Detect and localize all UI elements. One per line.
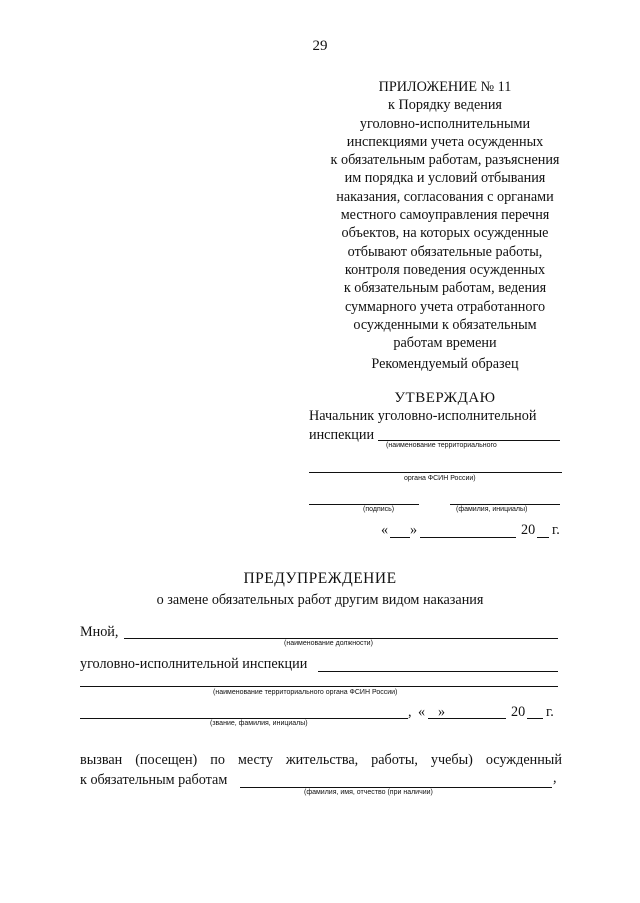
summoned-word: работы, xyxy=(371,752,418,768)
summoned-word: осужденный xyxy=(485,752,562,768)
approval-year-prefix: 20 xyxy=(521,522,536,538)
summoned-word: месту xyxy=(237,752,273,768)
officer-rank-name-field[interactable] xyxy=(80,718,408,719)
recommended-sample-label: Рекомендуемый образец xyxy=(371,356,519,372)
appendix-line: к обязательным работам, разъяснения xyxy=(330,152,560,169)
appendix-line: к обязательным работам, ведения xyxy=(343,280,547,297)
appendix-heading xyxy=(300,78,590,352)
hint-signature: (подпись) xyxy=(363,506,395,513)
warning-title: ПРЕДУПРЕЖДЕНИЕ xyxy=(243,570,397,587)
hint-organ: органа ФСИН России) xyxy=(404,475,476,482)
approval-position-line1: Начальник уголовно-исполнительной xyxy=(309,408,537,424)
inspection-name-field[interactable] xyxy=(318,671,558,672)
appendix-line: ПРИЛОЖЕНИЕ № 11 xyxy=(378,79,512,95)
hint-territorial: (наименование территориального xyxy=(386,442,497,449)
summoned-word: жительства, xyxy=(285,752,359,768)
rank-comma: , xyxy=(408,704,412,720)
approval-day-field[interactable] xyxy=(390,537,410,538)
approval-month-field[interactable] xyxy=(420,537,516,538)
appendix-line: инспекциями учета осужденных xyxy=(346,133,544,150)
body-year-field[interactable] xyxy=(527,718,543,719)
summoned-word: по xyxy=(210,752,225,768)
body-month-field[interactable] xyxy=(448,718,506,719)
body-year-prefix: 20 xyxy=(511,704,526,720)
approval-year-field[interactable] xyxy=(537,537,549,538)
appendix-line: осужденными к обязательным xyxy=(353,316,537,333)
territorial-organ-full-field[interactable] xyxy=(80,686,558,687)
by-me-label: Мной, xyxy=(80,624,119,640)
summoned-word: (посещен) xyxy=(135,752,198,768)
hint-territorial-full: (наименование территориального органа ФСИН России) xyxy=(213,689,398,696)
appendix-line: местного самоуправления перечня xyxy=(340,207,550,224)
page-number: 29 xyxy=(312,38,328,54)
fullname-trailing-comma: , xyxy=(553,770,557,786)
appendix-line: к Порядку ведения xyxy=(388,97,502,114)
convicted-label: к обязательным работам xyxy=(80,772,228,788)
body-date-open-quote: « xyxy=(418,704,426,720)
territorial-organ-field[interactable] xyxy=(378,440,560,441)
summoned-sentence xyxy=(80,752,562,769)
convicted-fullname-field[interactable] xyxy=(240,787,552,788)
appendix-line: отбывают обязательные работы, xyxy=(347,243,543,260)
appendix-line: наказания, согласования с органами xyxy=(336,188,554,205)
approval-year-suffix: г. xyxy=(552,522,560,538)
appendix-line: работам времени xyxy=(393,335,497,352)
approval-date-close-quote: » xyxy=(410,522,418,538)
officer-position-field[interactable] xyxy=(124,638,558,639)
signature-field[interactable] xyxy=(309,504,419,505)
warning-subtitle: о замене обязательных работ другим видом наказания xyxy=(156,592,484,608)
summoned-word: учебы) xyxy=(430,752,473,768)
body-year-suffix: г. xyxy=(546,704,554,720)
appendix-line: уголовно-исполнительными xyxy=(359,115,531,132)
approval-heading: УТВЕРЖДАЮ xyxy=(394,390,496,406)
hint-name: (фамилия, инициалы) xyxy=(456,506,528,513)
territorial-organ-field-continued[interactable] xyxy=(309,472,562,473)
approval-date-open-quote: « xyxy=(381,522,389,538)
name-initials-field[interactable] xyxy=(450,504,560,505)
hint-rank: (звание, фамилия, инициалы) xyxy=(210,720,308,727)
appendix-line: объектов, на которых осужденные xyxy=(341,225,549,242)
body-date-close-quote: » xyxy=(438,704,446,720)
appendix-line: суммарного учета отработанного xyxy=(344,298,546,315)
hint-position: (наименование должности) xyxy=(284,640,373,647)
appendix-line: им порядка и условий отбывания xyxy=(344,170,546,187)
approval-position-line2: инспекции xyxy=(309,427,375,443)
inspection-label: уголовно-исполнительной инспекции xyxy=(80,656,308,672)
appendix-line: контроля поведения осужденных xyxy=(344,261,546,278)
hint-fullname: (фамилия, имя, отчество (при наличии) xyxy=(304,789,433,796)
summoned-word: вызван xyxy=(80,752,123,768)
